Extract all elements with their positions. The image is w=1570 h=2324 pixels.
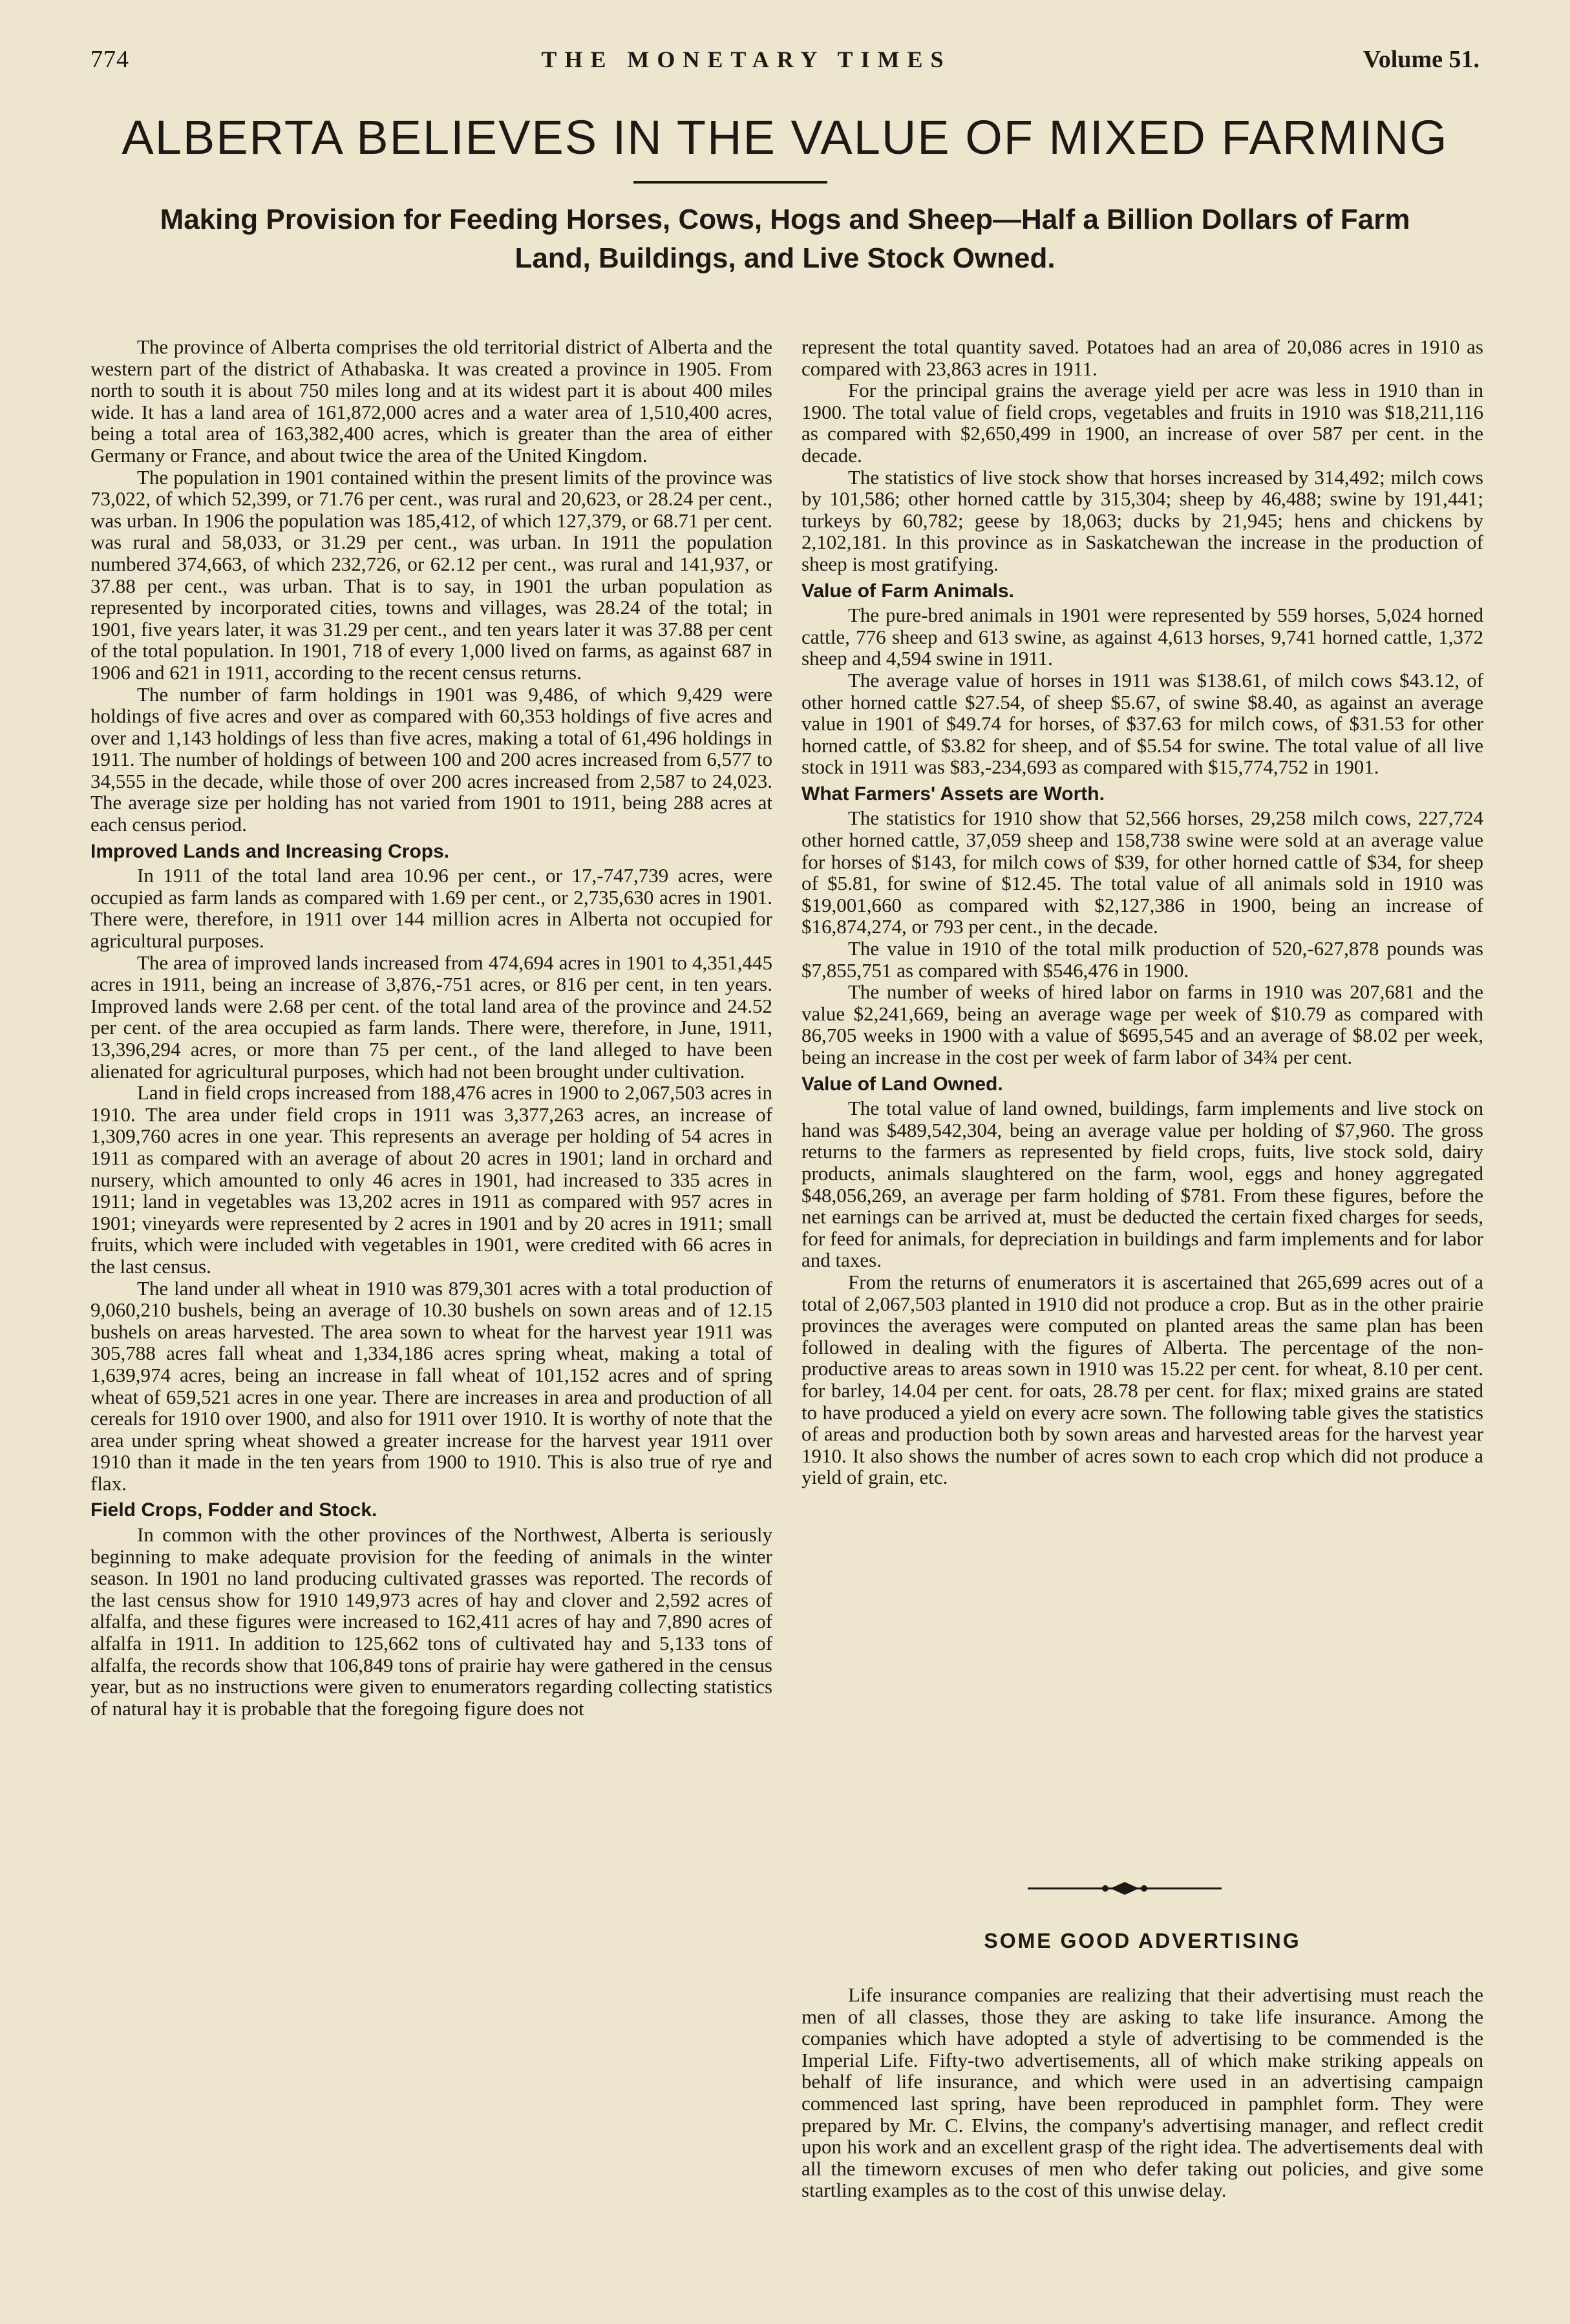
- article-subtitle: Making Provision for Feeding Horses, Cows, Hogs and Sheep—Half a Billion Dollars of Farm Land, Buildings, and Live Stock Owned.: [160, 204, 1410, 274]
- paragraph: The statistics for 1910 show that 52,566 horses, 29,258 milch cows, 227,724 other horned cattle, 37,059 sheep and 158,738 swine were sold at an average value for horses of $143, for milch cows of $39, for other horned cattle of $34, for sheep of $5.81, for swine of $12.45. The total value of all animals sold in 1910 was $19,001,660 as compared with $2,127,386 in 1900, being an increase of $16,874,274, or 793 per cent., in the decade.: [801, 807, 1483, 938]
- section-heading-land-owned: Value of Land Owned.: [801, 1073, 1003, 1095]
- paragraph: In common with the other provinces of the Northwest, Alberta is seriously beginning to make adequate provision for the feeding of animals in the winter season. In 1901 no land producing cultivated grasses was reported. The records of the last census show for 1910 149,973 acres of hay and clover and 2,592 acres of alfalfa, and these figures were increased to 162,411 acres of hay and 7,890 acres of alfalfa in 1911. In addition to 125,662 tons of cultivated hay and 5,133 tons of alfalfa, the records show that 106,849 tons of prairie hay were gathered in the census year, but as no instructions were given to enumerators regarding collecting statistics of natural hay it is probable that the foregoing figure does not: [90, 1523, 772, 1720]
- paragraph: The statistics of live stock show that horses increased by 314,492; milch cows by 101,586; other horned cattle by 315,304; sheep by 46,488; swine by 191,441; turkeys by 60,782; geese by 18,063; ducks by 21,945; hens and chickens by 2,102,181. In this province as in Saskatchewan the increase in the production of sheep is most gratifying.: [801, 465, 1483, 575]
- paragraph: The total value of land owned, buildings, farm implements and live stock on hand was $489,542,304, being an average value per holding of $7,960. The gross returns to the farmers as represented by field crops, fuits, live stock sold, dairy products, animals slaughtered on the farm, wool, eggs and honey aggregated $48,056,269, an average per farm holding of $781. From these figures, before the net earnings can be arrived at, must be deducted the certain fixed charges for seeds, for feed for animals, for depreciation in buildings and farm implements and for labor and taxes.: [801, 1097, 1483, 1272]
- paragraph: The number of farm holdings in 1901 was 9,486, of which 9,429 were holdings of five acres and over as compared with 60,353 holdings of five acres and over and 1,143 holdings of less than five acres, making a total of 61,496 holdings in 1911. The number of holdings of between 100 and 200 acres increased from 6,577 to 34,555 in the decade, while those of over 200 acres increased from 2,587 to 24,023. The average size per holding has not varied from 1901 to 1911, being 288 acres at each census period.: [90, 682, 772, 836]
- paragraph: The number of weeks of hired labor on farms in 1910 was 207,681 and the value $2,241,669, being an average wage per week of $10.79 as compared with 86,705 weeks in 1900 with a value of $695,545 and an average of $8.02 per week, being an increase in the cost per week of farm labor of 34¾ per cent.: [801, 980, 1483, 1068]
- section-heading-improved-lands: Improved Lands and Increasing Crops.: [90, 840, 450, 862]
- paragraph: Life insurance companies are realizing that their advertising must reach the men of all classes, those they are asking to take life insurance. Among the companies which have adopted a style of advertising to be commended is the Imperial Life. Fifty-two advertisements, all of which make striking appeals on behalf of life insurance, and which were used in an advertising campaign commenced last spring, have been reproduced in pamphlet form. They were prepared by Mr. C. Elvins, the company's advertising manager, and reflect credit upon his work and an excellent grasp of the right idea. The advertisements deal with all the timeworn excuses of men who defer taking out policies, and give some startling examples as to the cost of this unwise delay.: [801, 1983, 1483, 2202]
- paragraph: The land under all wheat in 1910 was 879,301 acres with a total production of 9,060,210 bushels, being an average of 10.30 bushels on sown areas and of 12.15 bushels on areas harvested. The area sown to wheat for the harvest year 1911 was 305,788 acres fall wheat and 1,334,186 acres spring wheat, making a total of 1,639,974 acres, being an increase in fall wheat of 101,152 acres and of spring wheat of 659,521 acres in one year. There are increases in area and production of all cereals for 1910 over 1900, and also for 1911 over 1910. It is worthy of note that the area under spring wheat showed a greater increase for the harvest year 1911 over 1910 than it made in the ten years from 1900 to 1910. This is also true of rye and flax.: [90, 1276, 772, 1495]
- paragraph: The pure-bred animals in 1901 were represented by 559 horses, 5,024 horned cattle, 776 sheep and 613 swine, as against 4,613 horses, 9,741 horned cattle, 1,372 sheep and 4,594 swine in 1911.: [801, 604, 1483, 670]
- paragraph: In 1911 of the total land area 10.96 per cent., or 17,-747,739 acres, were occupied as farm lands as compared with 1.69 per cent., or 2,735,630 acres in 1901. There were, therefore, in 1911 over 144 million acres in Alberta not occupied for agricultural purposes.: [90, 864, 772, 953]
- volume-number: Volume 51.: [1363, 46, 1480, 73]
- paragraph: represent the total quantity saved. Potatoes had an area of 20,086 acres in 1910 as compared with 23,863 acres in 1911.: [801, 335, 1483, 380]
- section-heading-field-crops: Field Crops, Fodder and Stock.: [90, 1499, 377, 1521]
- ornament-divider-icon: [1028, 1881, 1222, 1896]
- paragraph: For the principal grains the average yield per acre was less in 1910 than in 1900. The total value of field crops, vegetables and fruits in 1910 was $18,211,116 as compared with $2,650,499 in 1900, an increase of over 587 per cent. in the decade.: [801, 379, 1483, 467]
- advertising-article-title: SOME GOOD ADVERTISING: [984, 1929, 1301, 1952]
- paragraph: The province of Alberta comprises the old territorial district of Alberta and the western part of the district of Athabaska. It was created a province in 1905. From north to south it is about 750 miles long and at its widest part it is about 400 miles wide. It has a land area of 161,872,000 acres and a water area of 1,510,400 acres, being a total area of 163,382,400 acres, which is greater than the area of either Germany or France, and about twice the area of the United Kingdom.: [90, 335, 772, 467]
- section-heading-farmers-assets: What Farmers' Assets are Worth.: [801, 783, 1105, 805]
- paragraph: Land in field crops increased from 188,476 acres in 1900 to 2,067,503 acres in 1910. The area under field crops in 1911 was 3,377,263 acres, an increase of 1,309,760 acres in one year. This represents an average per holding of 54 acres in 1911 as compared with an average of about 20 acres in 1901; land in orchard and nursery, which amounted to only 46 acres in 1901, had increased to 335 acres in 1911; land in vegetables was 13,202 acres in 1911 as compared with 957 acres in 1901; vineyards were represented by 2 acres in 1901 and by 20 acres in 1911; small fruits, which were included with vegetables in 1901, were credited with 66 acres in the last census.: [90, 1081, 772, 1278]
- paragraph: The area of improved lands increased from 474,694 acres in 1901 to 4,351,445 acres in 1911, being an increase of 3,876,-751 acres, or 816 per cent, in ten years. Improved lands were 2.68 per cent. of the total land area of the province and 24.52 per cent. of the area occupied as farm lands. There were, therefore, in June, 1911, 13,396,294 acres, or more than 75 per cent., of the land alleged to have been alienated for agricultural purposes, which had not been brought under cultivation.: [90, 951, 772, 1083]
- paragraph: The value in 1910 of the total milk production of 520,-627,878 pounds was $7,855,751 as compared with $546,476 in 1900.: [801, 937, 1483, 982]
- right-column: [801, 336, 1483, 1488]
- paragraph: The average value of horses in 1911 was $138.61, of milch cows $43.12, of other horned cattle $27.54, of sheep $5.67, of swine $8.40, as against an average value in 1901 of $49.74 for horses, of $37.63 for milch cows, of $31.53 for other horned cattle, of $3.82 for sheep, and of $5.54 for swine. The total value of all live stock in 1911 was $83,-234,693 as compared with $15,774,752 in 1901.: [801, 668, 1483, 779]
- section-heading-farm-animals: Value of Farm Animals.: [801, 580, 1014, 602]
- publication-title: THE MONETARY TIMES: [541, 47, 951, 72]
- page-number: 774: [90, 46, 129, 73]
- advertising-article-body: [801, 1984, 1483, 2201]
- running-head: [90, 40, 1480, 79]
- paragraph: The population in 1901 contained within the present limits of the province was 73,022, of which 52,399, or 71.76 per cent., was rural and 20,623, or 28.24 per cent., was urban. In 1906 the population was 185,412, of which 127,379, or 68.71 per cent. was rural and 58,033, or 31.29 per cent., was urban. In 1911 the population numbered 374,663, of which 232,726, or 62.12 per cent., was rural and 141,937, or 37.88 per cent., was urban. That is to say, in 1901 the urban population as represented by incorporated cities, towns and villages, was 28.24 of the total; in 1901, five years later, it was 31.29 per cent., and ten years later it was 37.88 per cent of the total population. In 1901, 718 of every 1,000 lived on farms, as against 687 in 1906 and 621 in 1911, according to the recent census returns.: [90, 465, 772, 684]
- title-rule: [633, 181, 827, 184]
- paragraph: From the returns of enumerators it is ascertained that 265,699 acres out of a total of 2,067,503 planted in 1910 did not produce a crop. But as in the other prairie provinces the averages were computed on planted areas the same plan has been followed in dealing with the figures of Alberta. The percentage of the non-productive areas to areas sown in 1910 was 15.22 per cent. for wheat, 8.10 per cent. for barley, 14.04 per cent. for oats, 28.78 per cent. for flax; mixed grains are stated to have produced a yield on every acre sown. The following table gives the statistics of areas and production both by sown areas and harvested areas for the harvest year 1910. It also shows the number of acres sown to each crop which did not produce a yield of grain, etc.: [801, 1270, 1483, 1489]
- left-column: [90, 336, 772, 1719]
- article-title: ALBERTA BELIEVES IN THE VALUE OF MIXED FARMING: [122, 111, 1448, 164]
